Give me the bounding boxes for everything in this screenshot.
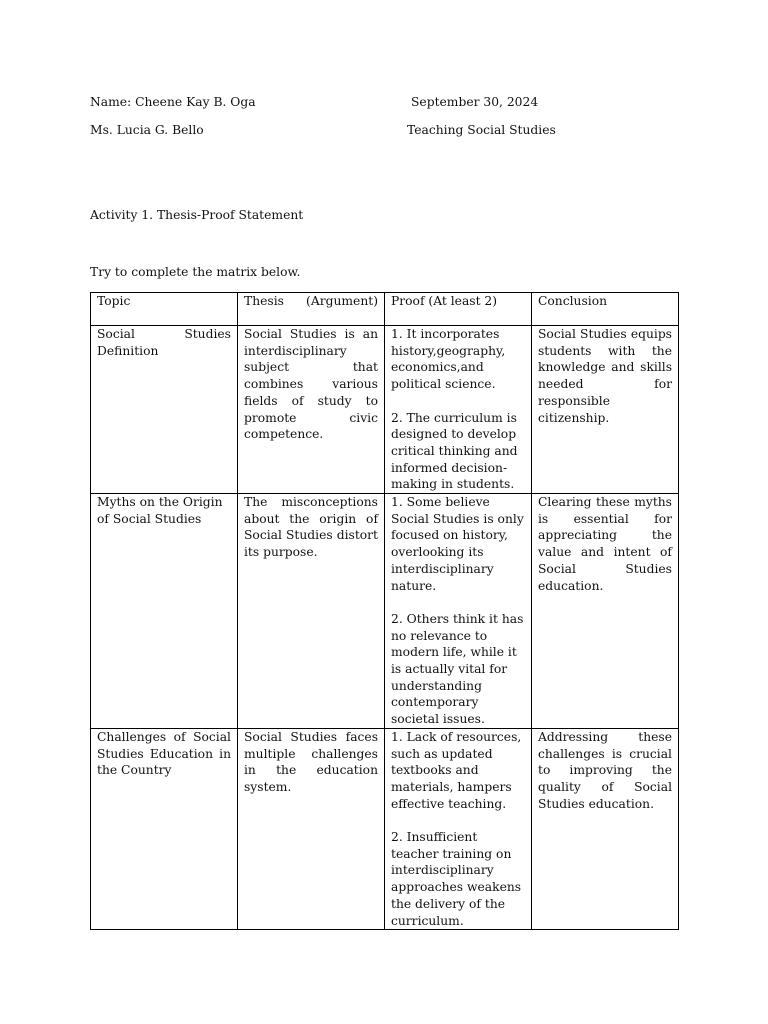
proof-cell bbox=[385, 326, 532, 494]
header-thesis bbox=[238, 293, 385, 326]
table-row bbox=[91, 728, 679, 929]
activity-title: Activity 1. Thesis-Proof Statement bbox=[90, 208, 304, 222]
thesis-cell: The misconceptions about the origin of Social Studies distort its purpose. bbox=[238, 494, 385, 729]
course-title: Teaching Social Studies bbox=[407, 123, 556, 137]
teacher-name: Ms. Lucia G. Bello bbox=[90, 123, 204, 137]
header-thesis-word: Thesis bbox=[244, 294, 284, 308]
thesis-proof-matrix bbox=[90, 292, 679, 930]
header-thesis-paren: (Argument) bbox=[306, 294, 378, 308]
proof-cell bbox=[385, 728, 532, 929]
table-row bbox=[91, 326, 679, 494]
student-name: Name: Cheene Kay B. Oga bbox=[90, 95, 256, 109]
header-topic: Topic bbox=[91, 293, 238, 326]
conclusion-cell: Social Studies equips students with the knowledge and skills needed for responsible citizenship. bbox=[532, 326, 679, 494]
thesis-cell: Social Studies faces multiple challenges in the education system. bbox=[238, 728, 385, 929]
proof-item: 1. It incorporates history,geography, economics,and political science. bbox=[391, 327, 506, 392]
conclusion-cell: Clearing these myths is essential for appreciating the value and intent of Social Studies education. bbox=[532, 494, 679, 729]
conclusion-cell: Addressing these challenges is crucial to improving the quality of Social Studies education. bbox=[532, 728, 679, 929]
proof-cell bbox=[385, 494, 532, 729]
proof-item: 2. The curriculum is designed to develop critical thinking and informed decision-making in students. bbox=[391, 410, 518, 492]
proof-item: 1. Some believe Social Studies is only focused on history, overlooking its interdisciplinary nature. bbox=[391, 495, 524, 593]
topic-cell: Social Studies Definition bbox=[91, 326, 238, 494]
header-conclusion: Conclusion bbox=[532, 293, 679, 326]
table-header-row bbox=[91, 293, 679, 326]
proof-item: 2. Others think it has no relevance to modern life, while it is actually vital for understanding contemporary societal issues. bbox=[391, 611, 524, 727]
table-row bbox=[91, 494, 679, 729]
header-proof: Proof (At least 2) bbox=[385, 293, 532, 326]
proof-item: 2. Insufficient teacher training on interdisciplinary approaches weakens the delivery of the curriculum. bbox=[391, 830, 522, 928]
thesis-cell: Social Studies is an interdisciplinary subject that combines various fields of study to promote civic competence. bbox=[238, 326, 385, 494]
submission-date: September 30, 2024 bbox=[411, 95, 539, 109]
topic-cell: Myths on the Origin of Social Studies bbox=[91, 494, 238, 729]
topic-cell: Challenges of Social Studies Education in the Country bbox=[91, 728, 238, 929]
instruction-text: Try to complete the matrix below. bbox=[90, 265, 301, 279]
proof-item: 1. Lack of resources, such as updated textbooks and materials, hampers effective teaching. bbox=[391, 729, 522, 811]
